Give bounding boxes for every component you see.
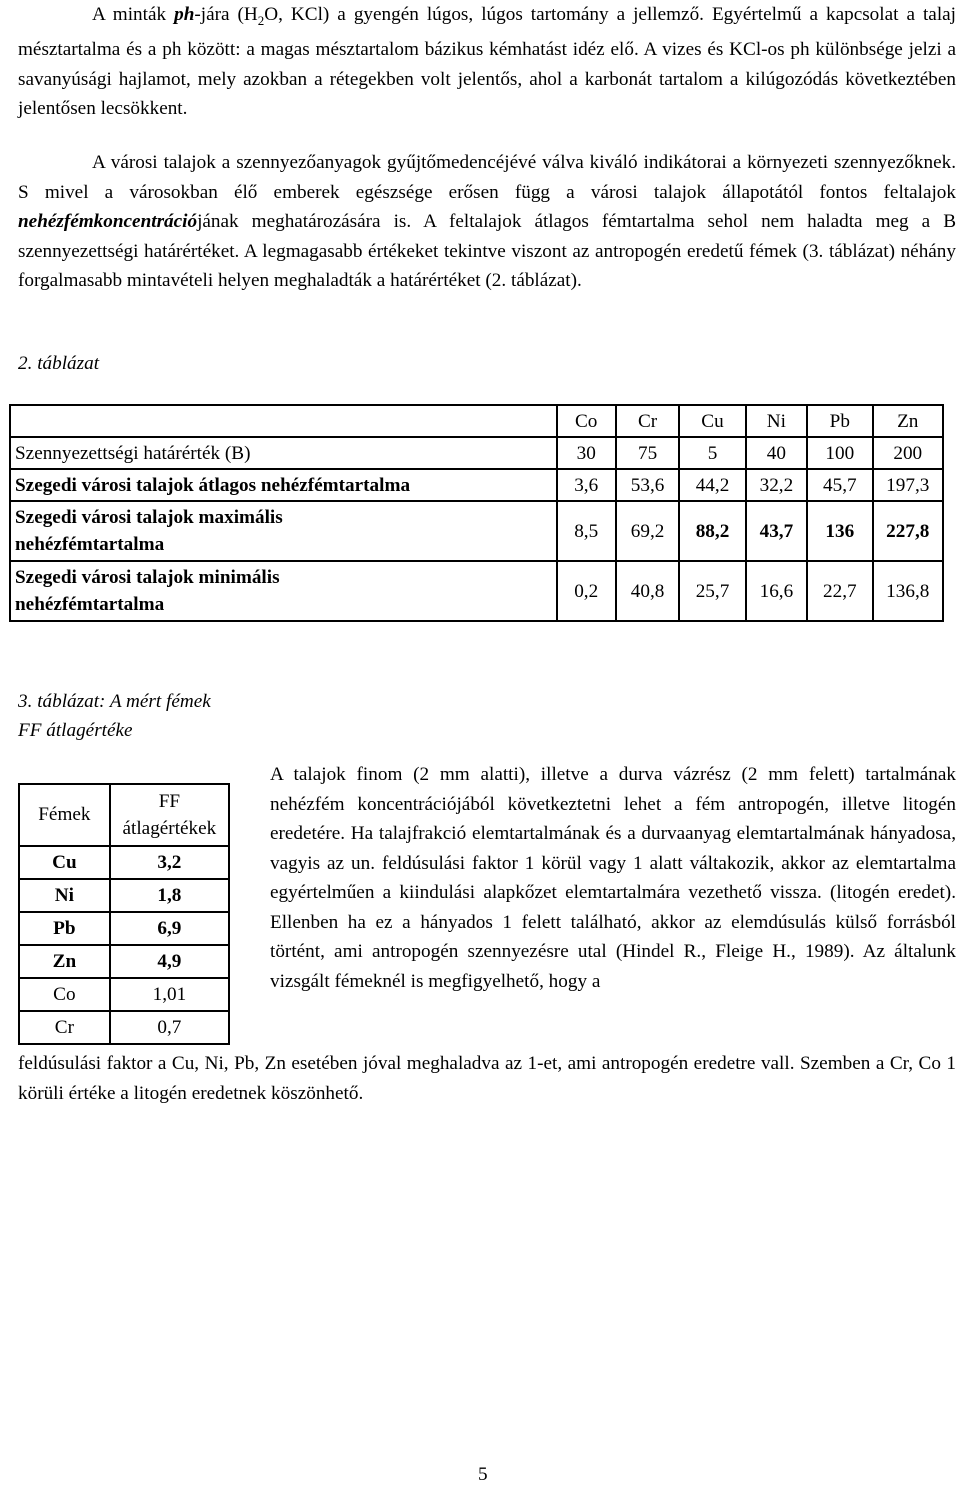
table2-header-cell: Ni [746, 405, 807, 437]
table3-metal: Co [19, 978, 110, 1011]
table3-value: 3,2 [110, 846, 229, 879]
para1-text-rest: O, KCl) a gyengén lúgos, lúgos tartomány a jellemző. Egyértelmű a kapcsolat a talaj mésztartalma és a ph között: a magas mésztartalom bázikus kémhatást idéz elő. A vizes és KCl-os ph különbsége jelzi a savanyúsági hajlamot, mely azokban a rétegekben volt jelentős, ahol a karbonát tartalom a kilúgozódás következtében jelentősen lecsökkent. [18, 4, 956, 120]
table2-cell: 22,7 [807, 561, 872, 621]
table2-header-cell: Co [557, 405, 616, 437]
table3-header-row [19, 784, 229, 846]
table2-cell: 227,8 [873, 501, 944, 561]
table2-header-cell: Zn [873, 405, 944, 437]
heavy-metal-term: nehézfémkoncentráció [18, 211, 198, 232]
table2-cell: 0,2 [557, 561, 616, 621]
para2-text-rest: jának meghatározására is. A feltalajok átlagos fémtartalma sehol nem haladta meg a B szennyezettségi határértéket. A legmagasabb értékeket tekintve viszont az antropogén eredetű fémek (3. táblázat) néhány forgalmasabb mintavételi helyen meghaladták a határértéket (2. táblázat). [18, 211, 956, 291]
table3-row [19, 912, 229, 945]
para1-text-mid: -jára (H [194, 4, 258, 25]
table3-header-cell [110, 784, 229, 846]
table2-cell: 200 [873, 437, 944, 469]
table2-cell: 45,7 [807, 469, 872, 501]
table3-row [19, 879, 229, 912]
table2-row-label-text: Szegedi városi talajok minimális nehézfémtartalma [15, 567, 280, 615]
paragraph-ph [18, 0, 956, 124]
table2-cell: 30 [557, 437, 616, 469]
table3-value: 4,9 [110, 945, 229, 978]
table2-cell: 44,2 [679, 469, 745, 501]
h2o-subscript: 2 [257, 12, 265, 28]
table2-cell: 75 [616, 437, 679, 469]
table3-header-text: FF átlagértékek [122, 791, 217, 839]
paragraph-enrichment-factor-cont: feldúsulási faktor a Cu, Ni, Pb, Zn esetében jóval meghaladva az 1-et, ami antropogén eredetre vall. Szemben a Cr, Co 1 körüli értéke a litogén eredetnek köszönhető. [18, 1053, 956, 1104]
table3-metal: Ni [19, 879, 110, 912]
table2-cell: 3,6 [557, 469, 616, 501]
table2-caption: 2. táblázat [18, 353, 100, 374]
table2-header-cell: Cu [679, 405, 745, 437]
table3-caption: 3. táblázat: A mért fémek FF átlagértéke [18, 691, 211, 741]
table2-row [10, 501, 943, 561]
table2-header-cell: Pb [807, 405, 872, 437]
table2-corner-cell [10, 405, 557, 437]
para1-text-start: A minták [92, 4, 175, 25]
table2-cell: 136,8 [873, 561, 944, 621]
table3-row [19, 945, 229, 978]
table2-cell: 197,3 [873, 469, 944, 501]
table3-metal: Cu [19, 846, 110, 879]
table2-row [10, 561, 943, 621]
table2-cell: 136 [807, 501, 872, 561]
table2-row [10, 437, 943, 469]
table3-row [19, 1011, 229, 1044]
table2-row-label: Szennyezettségi határérték (B) [10, 437, 557, 469]
table2-cell: 16,6 [746, 561, 807, 621]
table3-metal: Zn [19, 945, 110, 978]
table3-value: 0,7 [110, 1011, 229, 1044]
para2-text-start: A városi talajok a szennyezőanyagok gyűjtőmedencéjévé válva kiváló indikátorai a környezeti szennyezőknek. S mivel a városokban élő emberek egészsége erősen függ a városi talajok állapotától fontos feltalajok [18, 152, 956, 203]
page-number: 5 [478, 1464, 488, 1485]
table2-header-row [10, 405, 943, 437]
table2-row-label [10, 561, 557, 621]
paragraph-urban-soils [18, 148, 956, 296]
table3-metal: Cr [19, 1011, 110, 1044]
table3-row [19, 846, 229, 879]
paragraph-enrichment-factor: A talajok finom (2 mm alatti), illetve a durva vázrész (2 mm felett) tartalmának nehézfém koncentrációjából következtetni lehet a fém antropogén, illetve litogén eredetére. Ha talajfrakció elemtartalmának és a durvaanyag elemtartalmának hányadosa, vagyis az un. feldúsulási faktor 1 körül vagy 1 alatt váltakozik, akkor az elemtartalma egyértelműen a kiindulási alapkőzet elemtartalmára vezethető vissza. (litogén eredet). Ellenben ha ez a hányados 1 felett található, akkor az elemdúsulás külső forrásból történt, ami antropogén szennyezésre utal (Hindel R., Fleige H., 1989). Az általunk vizsgált fémeknél is megfigyelhető, hogy a [270, 764, 956, 992]
table3-value: 6,9 [110, 912, 229, 945]
table3-value: 1,01 [110, 978, 229, 1011]
table2-row-label: Szegedi városi talajok átlagos nehézfémtartalma [10, 469, 557, 501]
table2-cell: 8,5 [557, 501, 616, 561]
table2-cell: 32,2 [746, 469, 807, 501]
table2-cell: 69,2 [616, 501, 679, 561]
table2-cell: 53,6 [616, 469, 679, 501]
ph-term: ph [174, 4, 195, 25]
table2-cell: 40,8 [616, 561, 679, 621]
table3 [18, 783, 230, 1045]
table2-cell: 43,7 [746, 501, 807, 561]
table2-cell: 40 [746, 437, 807, 469]
table3-metal: Pb [19, 912, 110, 945]
table2-cell: 100 [807, 437, 872, 469]
table3-header-cell: Fémek [19, 784, 110, 846]
table2-row-label-text: Szegedi városi talajok maximális nehézfémtartalma [15, 507, 283, 555]
table2-row-label [10, 501, 557, 561]
table2-cell: 25,7 [679, 561, 745, 621]
table3-row [19, 978, 229, 1011]
table3-value: 1,8 [110, 879, 229, 912]
table2-header-cell: Cr [616, 405, 679, 437]
table2-cell: 88,2 [679, 501, 745, 561]
table2 [9, 404, 944, 622]
table2-cell: 5 [679, 437, 745, 469]
table2-row [10, 469, 943, 501]
